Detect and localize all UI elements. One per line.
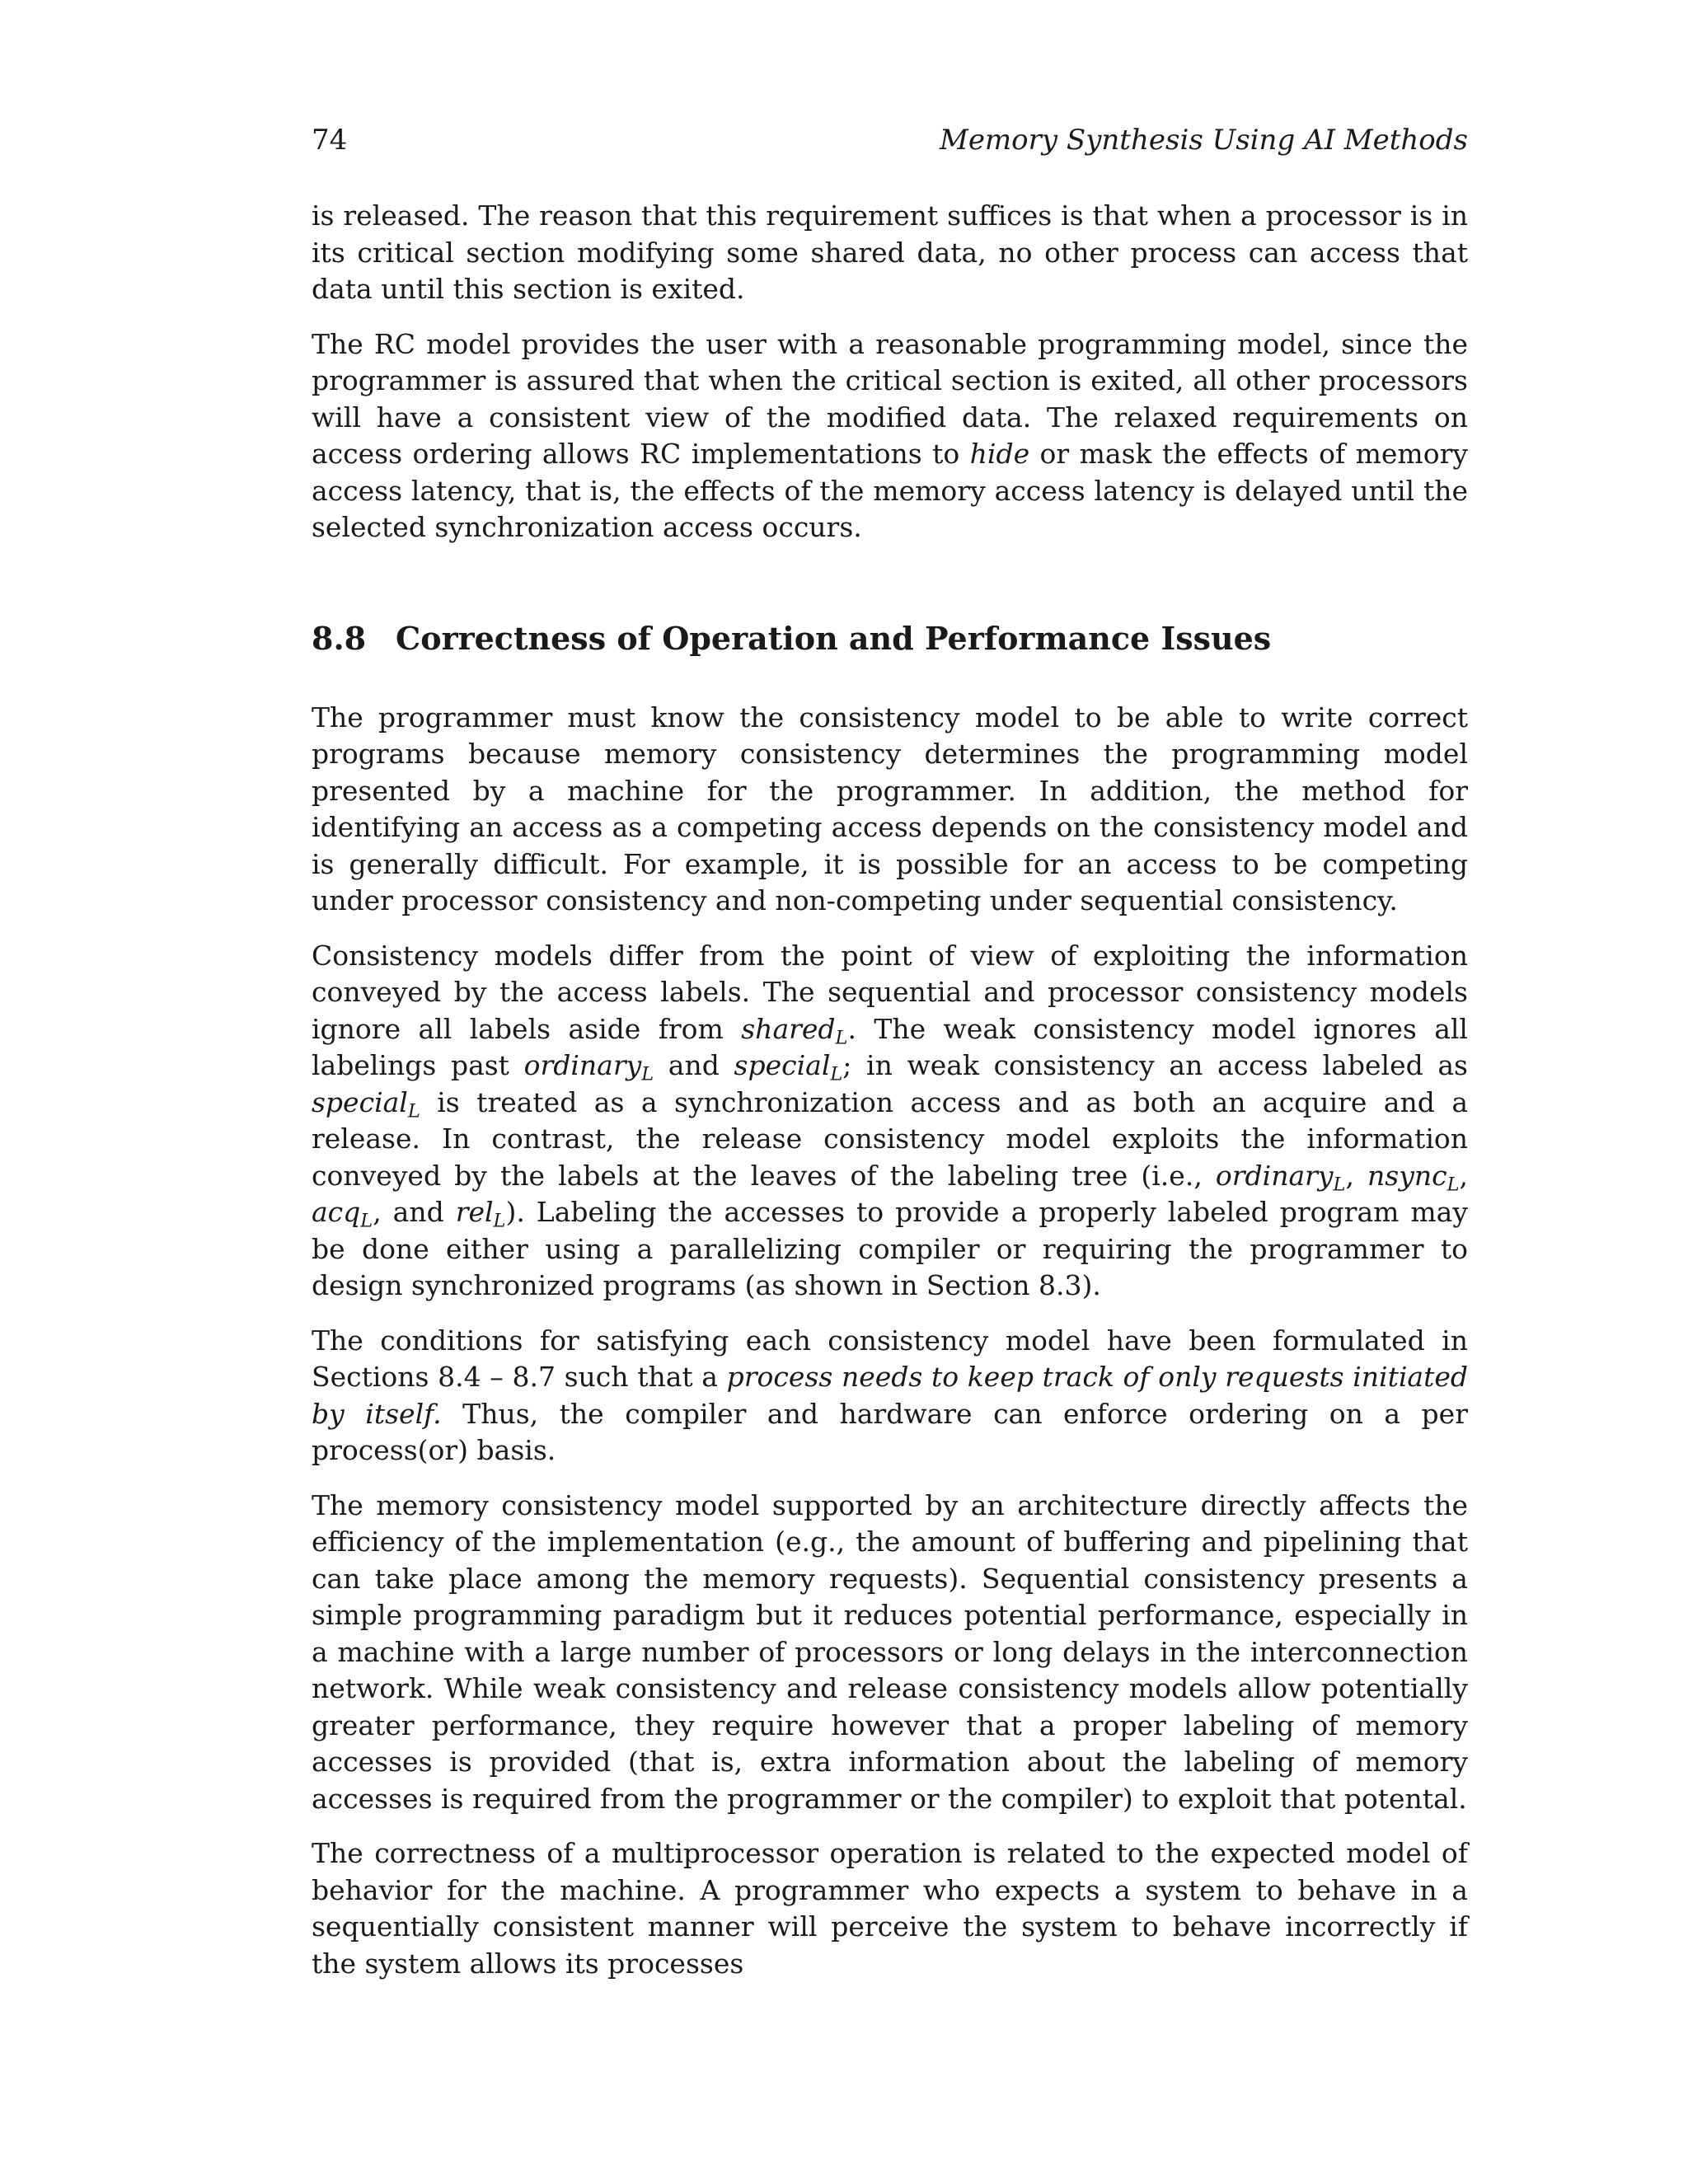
label-special: special — [734, 1049, 831, 1081]
text-run: , and — [373, 1196, 456, 1228]
text-run: ; in weak consistency an access labeled as — [842, 1049, 1468, 1081]
section-title: Correctness of Operation and Performance Issues — [396, 619, 1272, 657]
label-shared: shared — [741, 1012, 836, 1045]
subscript: L — [407, 1100, 420, 1122]
text-run: Consistency models differ from the point of view of exploiting the information conveyed by the access labels. The sequential and processor consistency models ignore all labels aside from — [312, 939, 1468, 1045]
paragraph-efficiency: The memory consistency model supported by an architecture directly affects the efficiency of the implementation (e.g., the amount of buffering and pipelining that can take place among the memory requests). Sequential consistency presents a simple programming paradigm but it reduces potential performance, especially in a machine with a large number of processors or long delays in the interconnection network. While weak consistency and release consistency models allow potentially greater performance, they require however that a proper labeling of memory accesses is provided (that is, extra information about the labeling of memory accesses is required from the programmer or the compiler) to exploit that potental. — [312, 1488, 1468, 1815]
text-run: The RC model provides the user with a reasonable programming model, since the programmer is assured that when the critical section is exited, all other processors will have a consistent view of the modified data. The relaxed requirements on access ordering allows RC implementations to — [312, 327, 1468, 470]
text-run: , — [1459, 1159, 1468, 1192]
text-run: , — [1345, 1159, 1368, 1192]
label-nsync: nsync — [1367, 1159, 1447, 1192]
paragraph-consistency-models — [312, 938, 1468, 1305]
subscript: L — [1447, 1174, 1460, 1196]
emphasis-process: process needs to keep track of only requests initiated by itself. — [312, 1361, 1468, 1430]
paragraph-programmer: The programmer must know the consistency model to be able to write correct programs because memory consistency determines the programming model presented by a machine for the programmer. In addition, the method for identifying an access as a competing access depends on the consistency model and is generally difficult. For example, it is possible for an access to be competing under processor consistency and non-competing under sequential consistency. — [312, 701, 1468, 916]
document-page — [312, 124, 1468, 2000]
text-run: . The weak consistency model ignores all labelings past — [312, 1012, 1468, 1081]
text-run: is treated as a synchronization access and as both an acquire and a release. In contrast, the release consistency model exploits the information conveyed by the labels at the leaves of the labeling tree (i.e., — [312, 1085, 1468, 1192]
paragraph-conditions — [312, 1323, 1468, 1469]
text-run: Thus, the compiler and hardware can enforce ordering on a per process(or) basis. — [312, 1397, 1468, 1466]
paragraph-continued: is released. The reason that this requirement suffices is that when a processor is in its critical section modifying some shared data, no other process can access that data until this section is exited. — [312, 199, 1468, 305]
paragraph-correctness: The correctness of a multiprocessor operation is related to the expected model of behavior for the machine. A programmer who expects a system to behave in a sequentially consistent manner will perceive the system to behave incorrectly if the system allows its processes — [312, 1837, 1468, 1980]
section-number: 8.8 — [312, 619, 367, 657]
emphasis-hide: hide — [969, 438, 1030, 470]
label-special: special — [312, 1085, 408, 1118]
section-heading — [312, 619, 1468, 658]
label-ordinary: ordinary — [1215, 1159, 1334, 1192]
text-run: or mask the effects of memory access latency, that is, the effects of the memory access latency is delayed until the selected synchronization access occurs. — [312, 438, 1468, 543]
text-run: The conditions for satisfying each consistency model have been formulated in Sections 8.4 – 8.7 such that a — [312, 1324, 1468, 1393]
text-run: ). Labeling the accesses to provide a properly labeled program may be done either using a parallelizing compiler or requiring the programmer to design synchronized programs (as shown in Section 8.3). — [312, 1196, 1468, 1301]
subscript: L — [493, 1210, 506, 1232]
text-run: and — [654, 1049, 734, 1081]
subscript: L — [1333, 1174, 1346, 1196]
paragraph-rc-model — [312, 326, 1468, 546]
running-header — [312, 124, 1468, 157]
label-acq: acq — [312, 1196, 361, 1228]
subscript: L — [360, 1210, 373, 1232]
label-rel: rel — [455, 1196, 494, 1228]
subscript: L — [830, 1063, 843, 1085]
book-title: Memory Synthesis Using AI Methods — [940, 124, 1468, 157]
subscript: L — [835, 1027, 848, 1049]
page-number: 74 — [312, 124, 348, 157]
label-ordinary: ordinary — [523, 1049, 642, 1081]
subscript: L — [641, 1063, 654, 1085]
